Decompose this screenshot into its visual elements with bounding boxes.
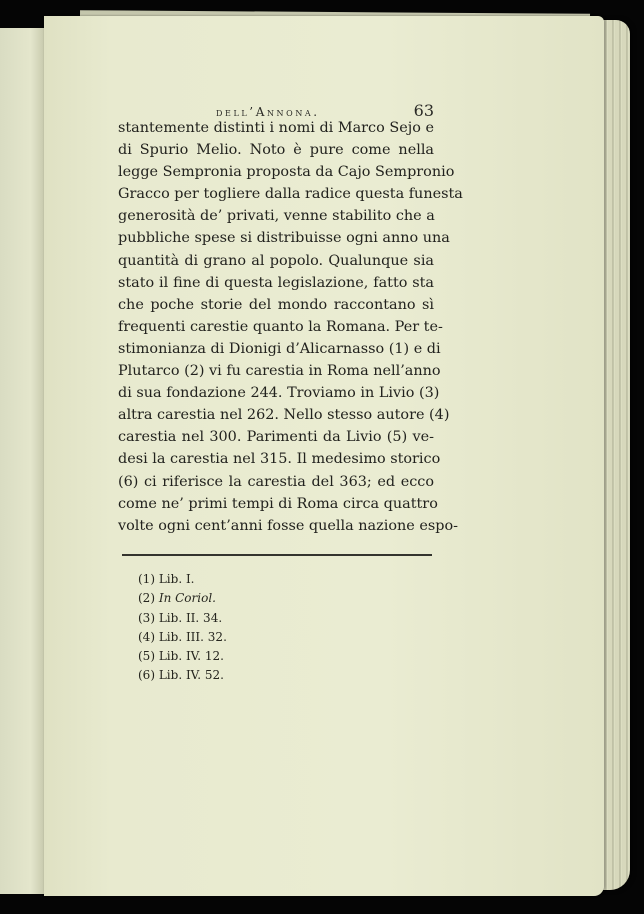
footnote-item <box>138 628 318 647</box>
text-line: stantemente distinti i nomi di Marco Sejo e <box>118 120 434 136</box>
text-line: volte ogni cent’anni fosse quella nazione espo- <box>118 517 458 534</box>
footnote-text: Lib. IV. 52. <box>158 668 224 683</box>
footnote-marker: (2) <box>138 591 155 606</box>
body-text <box>118 117 463 537</box>
footnote-item <box>138 609 318 628</box>
text-line: quantità di grano al popolo. Qualunque sia <box>118 252 434 269</box>
text-line: che poche storie del mondo raccontano sì <box>118 296 434 313</box>
footnote-item <box>138 589 318 608</box>
text-line: stato il fine di questa legislazione, fatto sta <box>118 274 434 291</box>
footnotes <box>138 570 318 686</box>
footnote-text: Lib. IV. 12. <box>158 649 224 664</box>
footnote-marker: (6) <box>138 668 155 683</box>
text-line: desi la carestia nel 315. Il medesimo storico <box>118 451 441 468</box>
footnote-item <box>138 647 318 666</box>
footnote-marker: (5) <box>138 649 155 664</box>
text-line: Plutarco (2) vi fu carestia in Roma nell’anno <box>118 363 441 380</box>
text-line: come ne’ primi tempi di Roma circa quattro <box>118 495 438 512</box>
running-head: dell’Annona. <box>216 105 320 119</box>
footnote-marker: (1) <box>138 572 155 586</box>
text-line: stimonianza di Dionigi d’Alicarnasso (1) e di <box>118 340 441 357</box>
footnote-text: Lib. I. <box>158 572 195 586</box>
text-line: frequenti carestie quanto la Romana. Per te- <box>118 318 443 335</box>
text-line: di Spurio Melio. Noto è pure come nella <box>118 142 434 159</box>
footnote-item <box>138 570 318 589</box>
text-line: carestia nel 300. Parimenti da Livio (5) ve- <box>118 429 434 446</box>
text-line: generosità de’ privati, venne stabilito che a <box>118 208 435 225</box>
text-line: (6) ci riferisce la carestia del 363; ed ecco <box>118 473 434 490</box>
footnote-marker: (3) <box>138 610 155 625</box>
text-line: altra carestia nel 262. Nello stesso autore (4) <box>118 407 450 424</box>
footnote-text: Lib. III. 32. <box>158 629 227 644</box>
text-line: pubbliche spese si distribuisse ogni anno una <box>118 230 450 247</box>
footnote-marker: (4) <box>138 629 155 644</box>
text-line: legge Sempronia proposta da Cajo Sempronio <box>118 164 455 181</box>
text-line: di sua fondazione 244. Troviamo in Livio (3) <box>118 385 440 402</box>
footnote-divider <box>122 554 432 556</box>
footnote-text: Lib. II. 34. <box>158 610 223 625</box>
facing-page-edge <box>0 28 45 894</box>
footnote-text: In Coriol. <box>158 591 216 606</box>
page-number: 63 <box>413 101 434 120</box>
text-line: Gracco per togliere dalla radice questa funesta <box>118 186 463 203</box>
footnote-item <box>138 666 318 685</box>
